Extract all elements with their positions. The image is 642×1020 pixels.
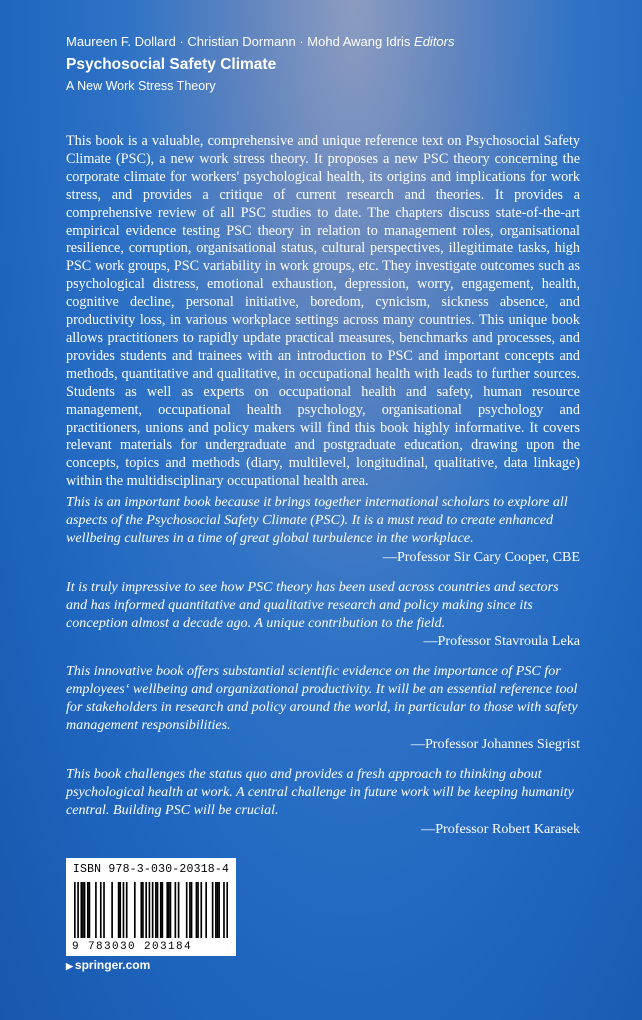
- barcode-bar: [160, 882, 162, 938]
- book-title: Psychosocial Safety Climate: [66, 56, 277, 73]
- barcode-bar: [119, 882, 121, 938]
- barcode-bar: [123, 882, 125, 938]
- publisher-link[interactable]: [66, 958, 150, 972]
- barcode-bar: [205, 882, 207, 938]
- barcode-bars: [74, 882, 228, 938]
- barcode-bar: [134, 882, 136, 938]
- barcode-bar: [77, 882, 79, 938]
- barcode-bar: [223, 882, 225, 938]
- barcode-bar: [226, 882, 228, 938]
- endorsement-text: It is truly impressive to see how PSC theory has been used across countries and sectors and has informed quantitative and qualitative research and policy making since its conception almost a decade ago. A unique contribution to the field.: [66, 578, 559, 631]
- barcode-bar: [189, 882, 191, 938]
- editors-role: Editors: [414, 34, 455, 49]
- isbn-barcode: [66, 858, 236, 956]
- barcode-bar: [168, 882, 170, 938]
- barcode-bar: [191, 882, 193, 938]
- barcode-bar: [140, 882, 142, 938]
- barcode-bar: [149, 882, 151, 938]
- barcode-bar: [80, 882, 82, 938]
- barcode-bar: [162, 882, 164, 938]
- barcode-bar: [152, 882, 154, 938]
- barcode-bar: [87, 882, 89, 938]
- barcode-bar: [126, 882, 128, 938]
- barcode-bar: [200, 882, 202, 938]
- barcode-bar: [111, 882, 113, 938]
- barcode-bar: [74, 882, 76, 938]
- barcode-bar: [95, 882, 97, 938]
- barcode-bar: [212, 882, 214, 938]
- publisher-url: springer.com: [74, 958, 151, 972]
- endorsement-attribution: —Professor Stavroula Leka: [423, 633, 580, 650]
- barcode-bar: [100, 882, 102, 938]
- barcode-bar: [196, 882, 198, 938]
- endorsement-text: This innovative book offers substantial scientific evidence on the importance of PSC for employees‘ wellbeing and organizational productivity. It will be an essential reference tool for stakeholders in research and policy around the world, in particular to those with safety management responsibilities.: [66, 663, 578, 734]
- editors-line: [66, 33, 586, 51]
- barcode-bar: [103, 882, 105, 938]
- book-subtitle: A New Work Stress Theory: [66, 79, 216, 93]
- barcode-bar: [170, 882, 172, 938]
- barcode-bar: [186, 882, 188, 938]
- endorsement: [66, 494, 580, 566]
- endorsement-text: This is an important book because it brings together international scholars to explore all aspects of the Psychosocial Safety Climate (PSC). It is a must read to create enhanced wellbeing cultures in a time of great global turbulence in the workplace.: [66, 494, 568, 546]
- barcode-bar: [155, 882, 157, 938]
- barcode-bar: [157, 882, 159, 938]
- triangle-right-icon: ▶: [66, 961, 73, 971]
- endorsement-text: This book challenges the status quo and provides a fresh approach to thinking about psychological health at work. A central challenge in future work will be keeping humanity central. Building PSC will be crucial.: [66, 766, 574, 818]
- endorsement-attribution: —Professor Sir Cary Cooper, CBE: [382, 548, 580, 565]
- barcode-bar: [145, 882, 147, 938]
- barcode-bar: [89, 882, 91, 938]
- isbn-label: ISBN 978-3-030-20318-4: [72, 863, 230, 876]
- barcode-digits: 9 783030 203184: [72, 941, 193, 953]
- endorsements: [66, 494, 580, 851]
- barcode-bar: [217, 882, 219, 938]
- barcode-bar: [215, 882, 217, 938]
- barcode-bar: [118, 882, 120, 938]
- endorsement: [66, 579, 580, 651]
- barcode-bar: [142, 882, 144, 938]
- barcode-bar: [197, 882, 199, 938]
- cover-header: [66, 33, 586, 95]
- endorsement-attribution: —Professor Johannes Siegrist: [410, 736, 580, 753]
- endorsement-attribution: —Professor Robert Karasek: [421, 820, 580, 837]
- book-description: This book is a valuable, comprehensive and unique reference text on Psychosocial Safety Climate (PSC), a new work stress theory. It proposes a new PSC theory concerning the corporate climate for workers' psychological health, its origins and implications for work stress, and provides a critique of current research and theories. It provides a comprehensive review of all PSC studies to date. The chapters discuss state-of-the-art empirical evidence testing PSC theory in relation to management roles, organisational resilience, corruption, organisational status, cultural perspectives, illegitimate tasks, high PSC work groups, PSC variability in work groups, etc. They investigate outcomes such as psychological distress, emotional exhaustion, depression, worry, engagement, health, cognitive decline, personal initiative, boredom, cynicism, sickness absence, and productivity loss, in various workplace settings across many countries. This unique book allows practitioners to rapidly update practical measures, benchmarks and processes, and provides students and trainees with an introduction to PSC and important concepts and methods, quantitative and qualitative, in occupational health with leads to further sources. Students as well as experts on occupational health and safety, human resource management, occupational health psychology, organisational psychology and practitioners, unions and policy makers will find this book highly informative. It covers relevant materials for undergraduate and postgraduate education, drawing upon the concepts, topics and methods (diary, multilevel, longitudinal, qualitative, data linkage) within the multidisciplinary occupational health area.: [66, 133, 580, 490]
- editor-names: Maureen F. Dollard · Christian Dormann · Mohd Awang Idris: [66, 34, 411, 49]
- barcode-bar: [175, 882, 177, 938]
- barcode-bar: [166, 882, 168, 938]
- barcode-bar: [82, 882, 84, 938]
- endorsement: [66, 663, 580, 753]
- barcode-bar: [218, 882, 220, 938]
- endorsement: [66, 766, 580, 838]
- barcode-bar: [178, 882, 180, 938]
- barcode-bar: [84, 882, 86, 938]
